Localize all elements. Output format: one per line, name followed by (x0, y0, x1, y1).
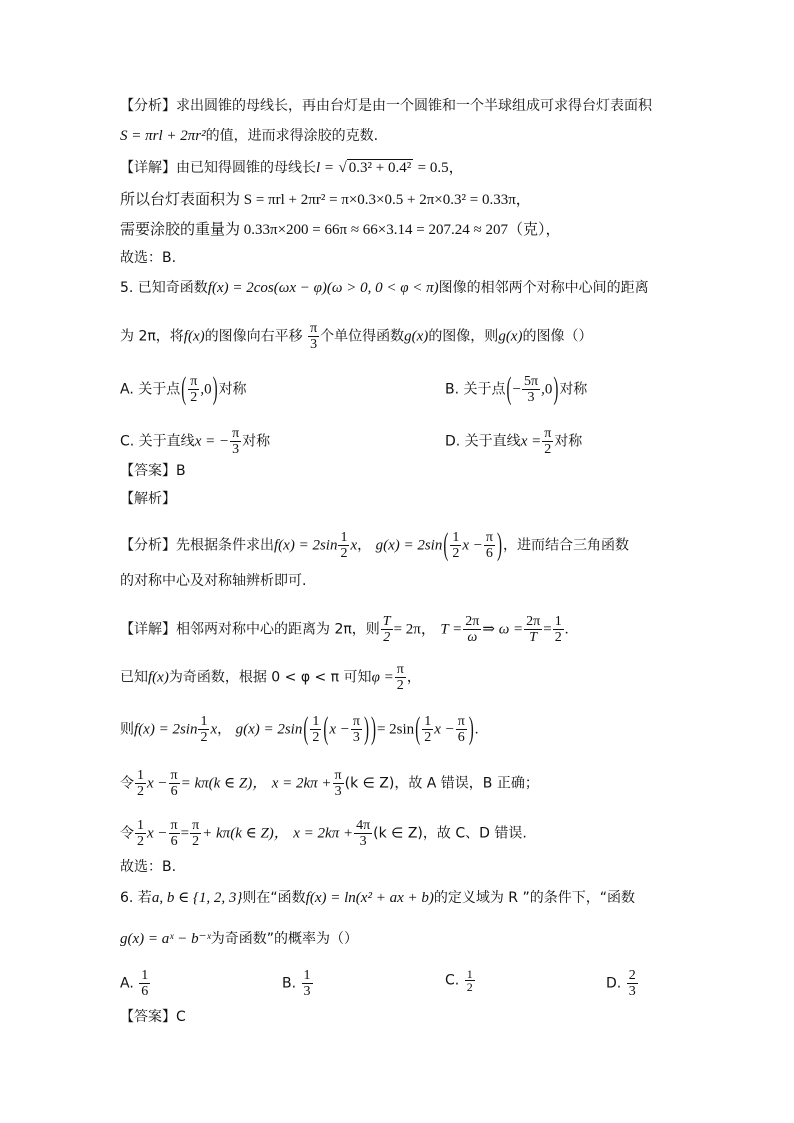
q5-detail-line-5: 令 $\frac{1}{2}$ x − $\frac{\pi}{6}$ = $\frac{\pi}{2}$ + kπ(k ∈ Z)， x = 2kπ + $\frac{4\pi}{3}$ (k ∈ Z)，故 C、D 错误. (120, 818, 527, 849)
q5-analysis-line-2: 的对称中心及对称轴辨析即可. (120, 573, 307, 589)
q5-detail-line-2: 已知f(x)为奇函数，根据 0 < φ < π 可知φ = $\frac{\pi}{2}$ ， (120, 662, 421, 693)
q6-stem-line-2: g(x) = aˣ − b⁻ˣ为奇函数”的概率为（） (120, 931, 359, 947)
q6-option-c[interactable]: C. $\frac{1}{2}$ (445, 967, 473, 994)
q5-option-b[interactable]: B. 关于点(− $\frac{5\pi}{3}$ ,0)对称 (445, 372, 588, 407)
q5-stem-line-1: 5. 已知奇函数f(x) = 2cos(ωx − φ)(ω > 0, 0 < φ < π)图像的相邻两个对称中心间的距离 (120, 280, 649, 296)
q6-option-b[interactable]: B. $\frac{1}{3}$ (282, 968, 311, 999)
q5-answer: 【答案】B (120, 463, 186, 479)
q6-stem-line-1: 6. 若a, b ∈ {1, 2, 3}则在“函数f(x) = ln(x² + ax + b)的定义域为 R ”的条件下，“函数 (120, 890, 635, 906)
q5-stem-line-2: 为 2π，将f(x)的图像向右平移 $\frac{\pi}{3}$ 个单位得函数g(x)的图像，则g(x)的图像（） (120, 321, 593, 352)
q5-final: 故选：B. (120, 859, 177, 875)
q5-option-c[interactable]: C. 关于直线x = − $\frac{\pi}{3}$ 对称 (120, 426, 271, 457)
q5-analysis-line-1: 【分析】先根据条件求出f(x) = 2sin $\frac{1}{2}$ x， g(x) = 2sin( $\frac{1}{2}$ x − $\frac{\pi}{6}$ )，进而结合三角函数 (120, 528, 629, 563)
q5-option-a[interactable]: A. 关于点( $\frac{\pi}{2}$ ,0)对称 (120, 372, 247, 407)
choose-line: 故选：B. (120, 250, 177, 266)
detail-line-1: 【详解】由已知得圆锥的母线长l = √ 0.3² + 0.4² = 0.5， (120, 160, 464, 176)
analysis-line-2: S = πrl + 2πr²的值，进而求得涂胶的克数. (120, 128, 379, 144)
q6-answer: 【答案】C (120, 1009, 186, 1025)
q6-option-a[interactable]: A. $\frac{1}{6}$ (120, 968, 149, 999)
q5-jiexi: 【解析】 (120, 491, 176, 507)
detail-line-2: 所以台灯表面积为 S = πrl + 2πr² = π×0.3×0.5 + 2π×0.3² = 0.33π， (120, 192, 531, 208)
q6-option-d[interactable]: D. $\frac{2}{3}$ (606, 968, 636, 999)
q5-detail-line-3: 则f(x) = 2sin $\frac{1}{2}$ x， g(x) = 2sin( $\frac{1}{2}$ (x − $\frac{\pi}{3}$ ) )= 2sin( $\frac{1}{2}$ x − $\frac{\pi}{6}$ ). (120, 712, 479, 747)
q5-option-d[interactable]: D. 关于直线x = $\frac{\pi}{2}$ 对称 (445, 426, 583, 457)
q5-detail-line-4: 令 $\frac{1}{2}$ x − $\frac{\pi}{6}$ = kπ(k ∈ Z)， x = 2kπ + $\frac{\pi}{3}$ (k ∈ Z)，故 A 错误，B 正确； (120, 768, 539, 799)
q5-detail-line-1: 【详解】相邻两对称中心的距离为 2π，则 $\frac{T}{2}$ = 2π， T = $\frac{2\pi}{\omega}$ ⇒ ω = $\frac{2\pi}{T}$ = $\frac{1}{2}$ . (120, 614, 569, 645)
detail-line-3: 需要涂胶的重量为 0.33π×200 = 66π ≈ 66×3.14 = 207.24 ≈ 207（克）， (120, 222, 561, 238)
analysis-line-1: 【分析】求出圆锥的母线长，再由台灯是由一个圆锥和一个半球组成可求得台灯表面积 (120, 98, 652, 114)
